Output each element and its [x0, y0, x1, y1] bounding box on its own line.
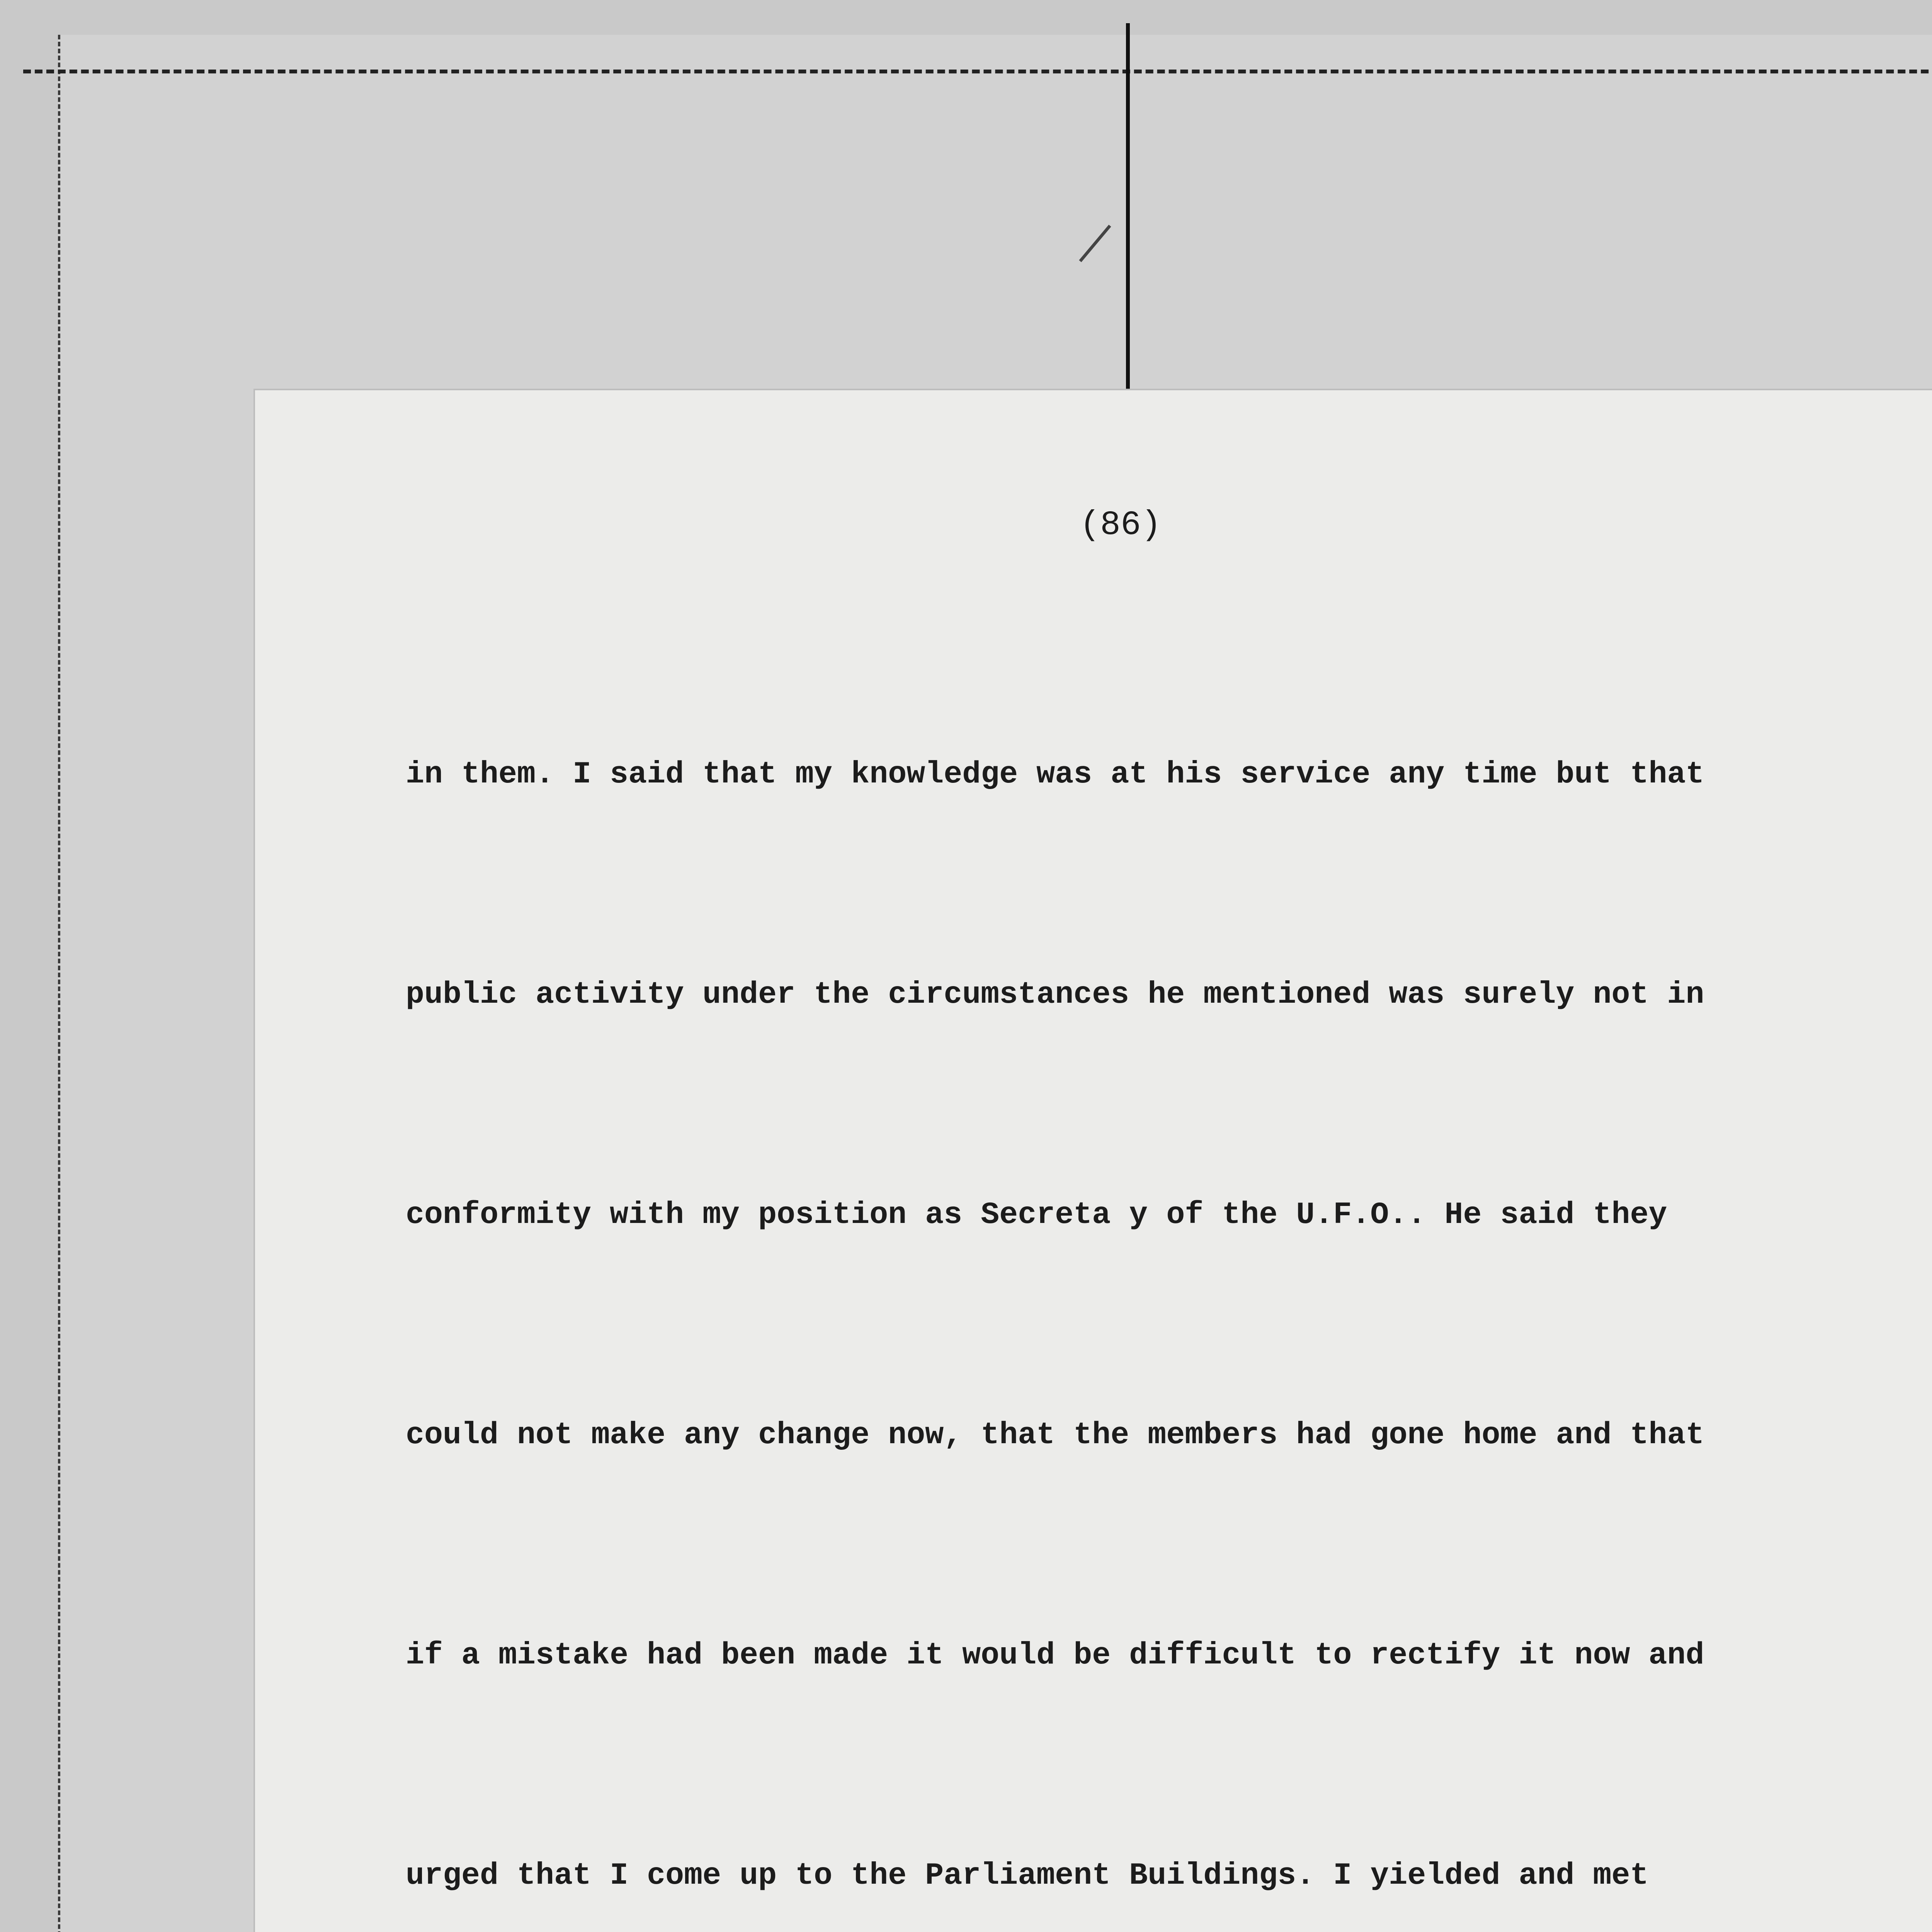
typed-page — [255, 390, 1932, 1932]
center-divider-line — [1126, 23, 1130, 394]
text-line: if a mistake had been made it would be difficult to rectify it now and — [406, 1638, 1704, 1673]
text-line: conformity with my position as Secreta y of the U.F.O.. He said they — [406, 1197, 1667, 1233]
text-line: could not make any change now, that the members had gone home and that — [406, 1418, 1704, 1453]
typed-text-body — [406, 591, 1932, 1932]
text-line: urged that I come up to the Parliament Buildings. I yielded and met — [406, 1858, 1649, 1893]
text-line: in them. I said that my knowledge was at his service any time but that — [406, 757, 1704, 792]
page-number: (86) — [1080, 506, 1162, 544]
top-dashed-border — [23, 70, 1932, 73]
text-line: public activity under the circumstances he mentioned was surely not in — [406, 977, 1704, 1012]
